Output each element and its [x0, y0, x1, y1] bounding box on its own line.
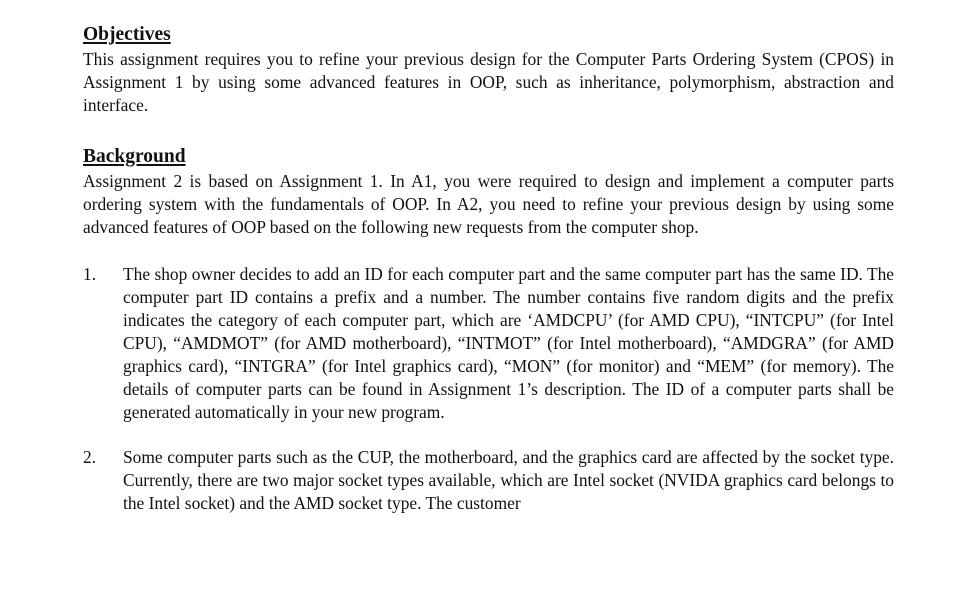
list-item	[83, 446, 894, 515]
background-heading: Background	[83, 146, 186, 167]
list-item-number: 2.	[83, 447, 97, 467]
objectives-section	[83, 22, 894, 117]
background-section	[83, 144, 894, 239]
list-item	[83, 263, 894, 424]
requests-list	[83, 263, 894, 515]
background-paragraph: Assignment 2 is based on Assignment 1. In A1, you were required to design and implement a computer parts ordering system with the fundamentals of OOP. In A2, you need to refine your previous design by using some advanced features of OOP based on the following new requests from the computer shop.	[83, 171, 894, 237]
objectives-paragraph: This assignment requires you to refine your previous design for the Computer Parts Ordering System (CPOS) in Assignment 1 by using some advanced features in OOP, such as inheritance, polymorphism, abstraction and interface.	[83, 49, 894, 115]
list-item-text: The shop owner decides to add an ID for each computer part and the same computer part has the same ID. The computer part ID contains a prefix and a number. The number contains five random digits and the prefix indicates the category of each computer part, which are ‘AMDCPU’ (for AMD CPU), “INTCPU” (for Intel CPU), “AMDMOT” (for AMD motherboard), “INTMOT” (for Intel motherboard), “AMDGRA” (for AMD graphics card), “INTGRA” (for Intel graphics card), “MON” (for monitor) and “MEM” (for memory). The details of computer parts can be found in Assignment 1’s description. The ID of a computer parts shall be generated automatically in your new program.	[123, 264, 894, 422]
list-item-text: Some computer parts such as the CUP, the motherboard, and the graphics card are affected by the socket type. Currently, there are two major socket types available, which are Intel socket (NVIDA graphics card belongs to the Intel socket) and the AMD socket type. The customer	[123, 447, 894, 513]
document-page	[83, 22, 894, 537]
objectives-heading: Objectives	[83, 24, 171, 45]
list-item-number: 1.	[83, 264, 97, 284]
